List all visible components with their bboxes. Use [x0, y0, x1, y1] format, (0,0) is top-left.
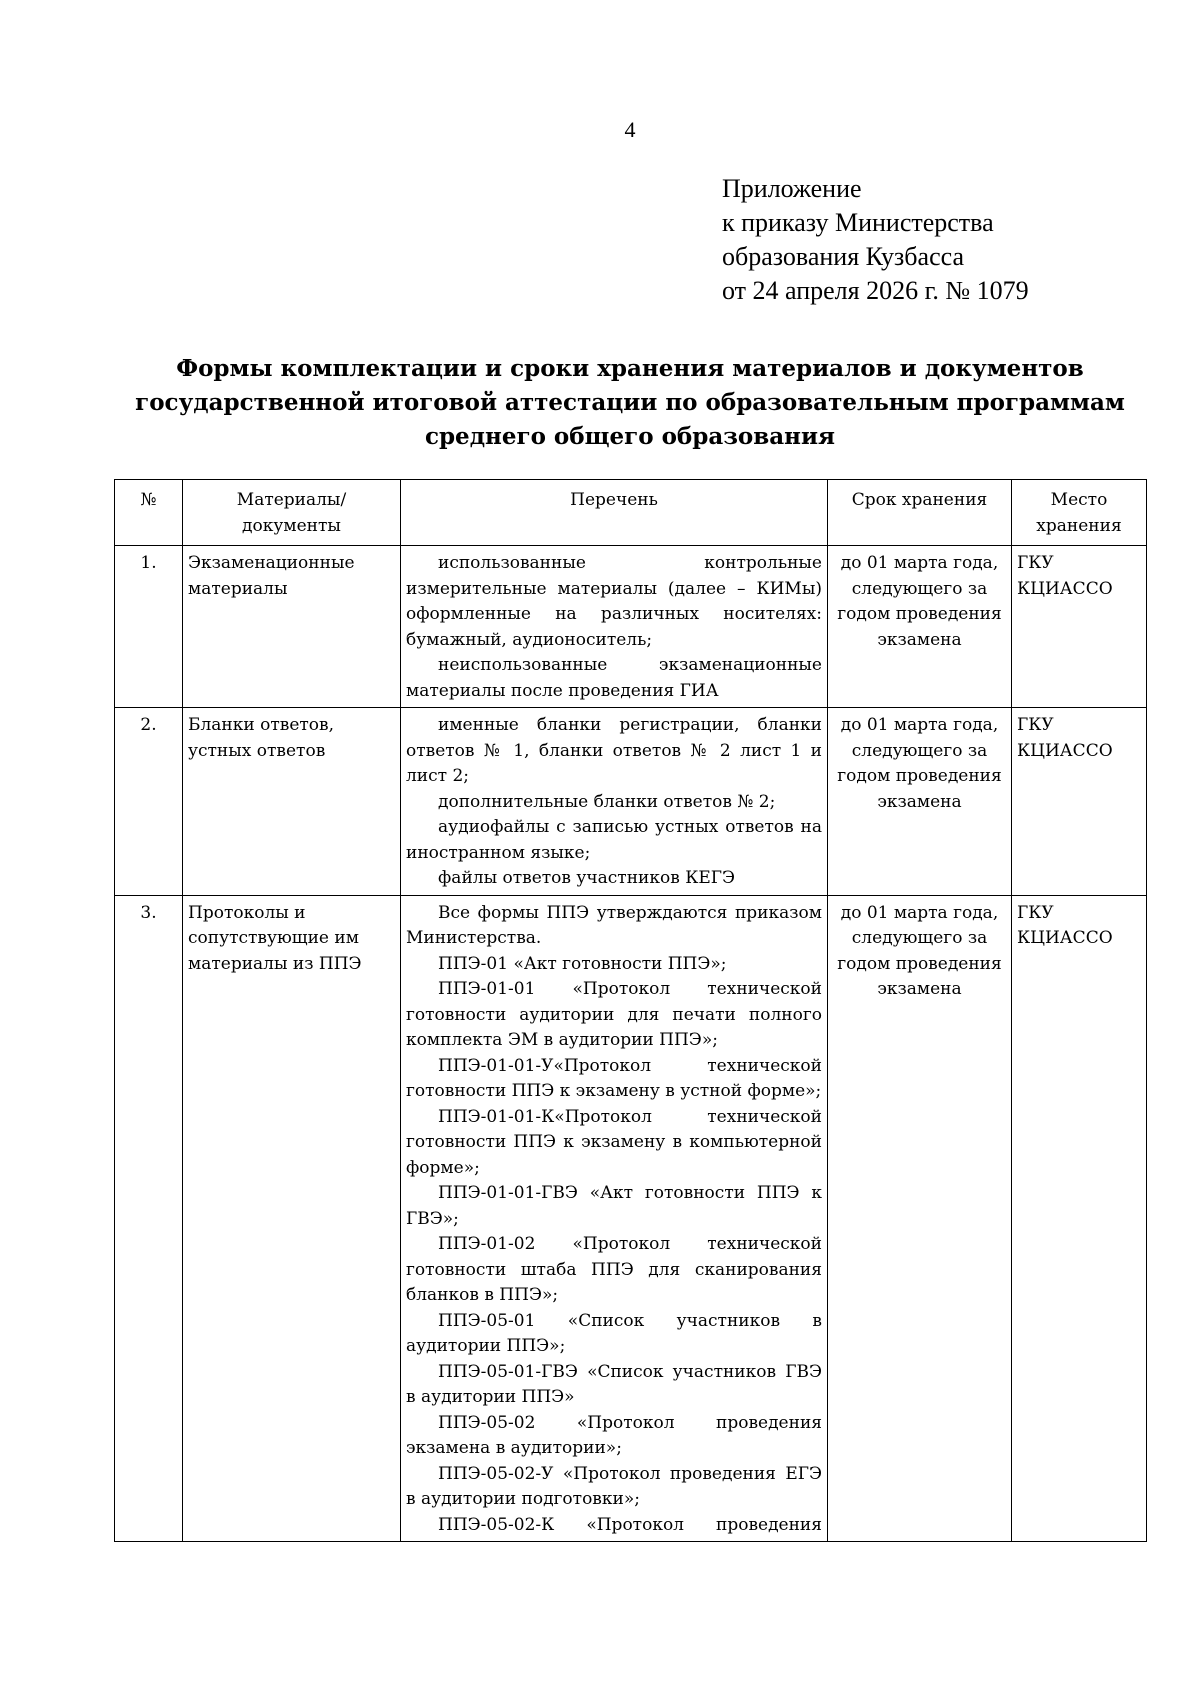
table-row	[115, 546, 1147, 708]
header-list: Перечень	[401, 480, 828, 546]
document-title	[120, 352, 1140, 454]
list-item: ППЭ-05-02 «Протокол проведения экзамена в аудитории»;	[406, 1412, 822, 1458]
row-materials: Протоколы и сопутствующие им материалы из ППЭ	[183, 895, 401, 1542]
row-place: ГКУ КЦИАССО	[1012, 546, 1147, 708]
list-item: ППЭ-01 «Акт готовности ППЭ»;	[438, 953, 727, 974]
list-item: файлы ответов участников КЕГЭ	[438, 868, 736, 888]
row-num: 1.	[115, 546, 183, 708]
row-num: 2.	[115, 708, 183, 896]
title-line: Формы комплектации и сроки хранения материалов и документов	[176, 355, 1084, 382]
appendix-line: образования Кузбасса	[722, 242, 965, 271]
row-list	[401, 895, 828, 1542]
appendix-block	[722, 172, 1029, 308]
row-place: ГКУ КЦИАССО	[1012, 708, 1147, 896]
title-line: среднего общего образования	[424, 423, 836, 450]
header-materials: Материалы/ документы	[183, 480, 401, 546]
materials-table	[114, 479, 1147, 1542]
appendix-line: Приложение	[722, 174, 862, 203]
list-item: дополнительные бланки ответов № 2;	[438, 791, 776, 812]
list-item: ППЭ-01-01-ГВЭ «Акт готовности ППЭ к ГВЭ»;	[406, 1183, 822, 1229]
list-item: ППЭ-05-01-ГВЭ «Список участников ГВЭ в аудитории ППЭ»	[406, 1361, 822, 1407]
row-term: до 01 марта года, следующего за годом проведения экзамена	[828, 895, 1012, 1542]
row-num: 3.	[115, 895, 183, 1542]
row-list	[401, 708, 828, 896]
appendix-line: к приказу Министерства	[722, 208, 994, 237]
list-item: ППЭ-01-01-У«Протокол технической готовности ППЭ к экзамену в устной форме»;	[406, 1055, 822, 1101]
appendix-line: от 24 апреля 2026 г. № 1079	[722, 276, 1029, 305]
title-line: государственной итоговой аттестации по образовательным программам	[135, 389, 1125, 416]
row-materials: Экзаменационные материалы	[183, 546, 401, 708]
table-row	[115, 895, 1147, 1542]
list-item: использованные контрольные измерительные материалы (далее – КИМы) оформленные на различных носителях: бумажный, аудионоситель;	[406, 553, 822, 650]
table-header-row	[115, 480, 1147, 546]
header-num: №	[115, 480, 183, 546]
list-item: именные бланки регистрации, бланки ответов № 1, бланки ответов № 2 лист 1 и лист 2;	[406, 715, 822, 786]
list-item: ППЭ-05-01 «Список участников в аудитории ППЭ»;	[406, 1310, 822, 1356]
table-row	[115, 708, 1147, 896]
header-place: Место хранения	[1012, 480, 1147, 546]
row-term: до 01 марта года, следующего за годом проведения экзамена	[828, 546, 1012, 708]
list-item: ППЭ-01-02 «Протокол технической готовности штаба ППЭ для сканирования бланков в ППЭ»;	[406, 1234, 822, 1305]
list-item: ППЭ-05-02-К «Протокол проведения	[438, 1514, 822, 1535]
list-item: Все формы ППЭ утверждаются приказом Министерства.	[406, 902, 822, 948]
row-term: до 01 марта года, следующего за годом проведения экзамена	[828, 708, 1012, 896]
row-list	[401, 546, 828, 708]
list-item: неиспользованные экзаменационные материалы после проведения ГИА	[406, 655, 822, 701]
page-number: 4	[624, 117, 636, 142]
header-term: Срок хранения	[828, 480, 1012, 546]
row-materials: Бланки ответов, устных ответов	[183, 708, 401, 896]
list-item: аудиофайлы с записью устных ответов на иностранном языке;	[406, 817, 822, 863]
list-item: ППЭ-05-02-У «Протокол проведения ЕГЭ в аудитории подготовки»;	[406, 1463, 822, 1509]
row-place: ГКУ КЦИАССО	[1012, 895, 1147, 1542]
list-item: ППЭ-01-01 «Протокол технической готовности аудитории для печати полного комплекта ЭМ в аудитории ППЭ»;	[406, 979, 822, 1050]
list-item: ППЭ-01-01-К«Протокол технической готовности ППЭ к экзамену в компьютерной форме»;	[406, 1106, 822, 1178]
